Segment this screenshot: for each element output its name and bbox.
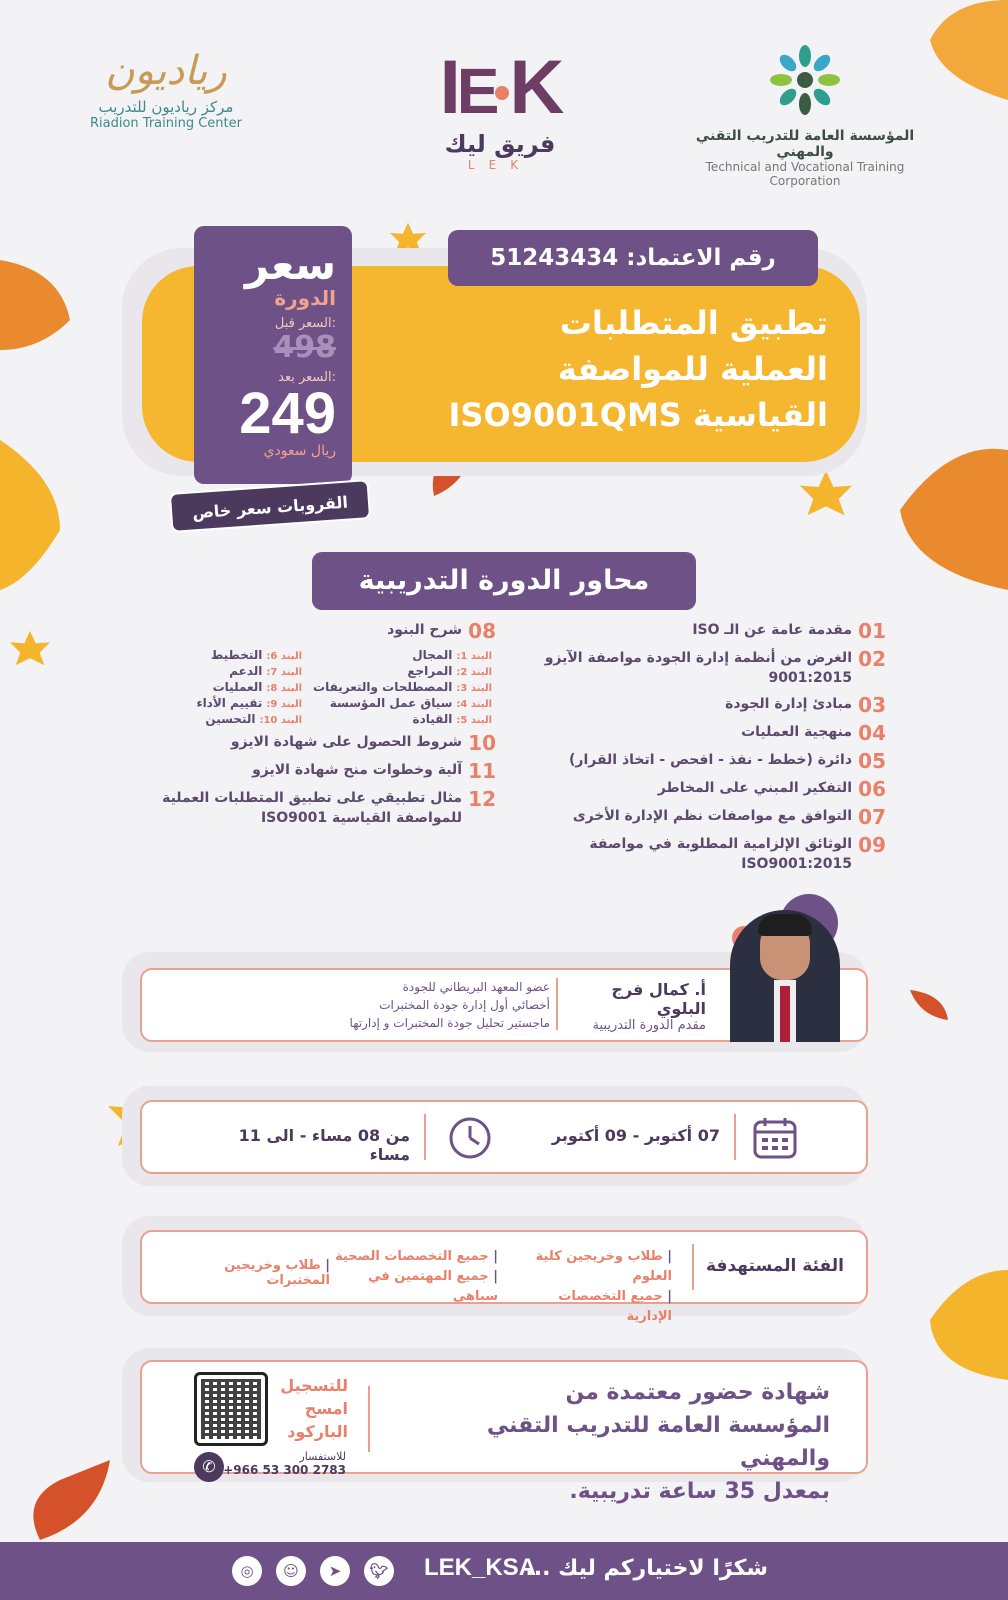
leaf-decoration	[800, 470, 852, 516]
item-number: 05	[858, 749, 886, 773]
divider	[368, 1386, 370, 1452]
leaf-decoration	[10, 630, 50, 666]
price-before-label: السعر قبل:	[274, 316, 336, 331]
price-heading: سعر	[244, 240, 336, 289]
clause-number: البند 4:	[456, 699, 492, 710]
clause-item	[120, 696, 302, 710]
riadion-name-ar: مركز رياديون للتدريب	[98, 98, 234, 116]
certificate-line: شهادة حضور معتمدة من	[565, 1380, 830, 1405]
list-item	[510, 648, 886, 688]
social-handle[interactable]: LEK_KSA	[424, 1554, 537, 1581]
list-item	[120, 620, 496, 642]
lek-letter-e: E	[456, 55, 496, 127]
item-number: 08	[468, 619, 496, 643]
list-item	[510, 694, 886, 716]
divider	[556, 978, 558, 1030]
item-text: شروط الحصول على شهادة الايزو	[230, 734, 462, 750]
clause-item	[310, 712, 492, 726]
item-number: 06	[858, 777, 886, 801]
register-line: امسح	[304, 1399, 348, 1418]
course-title-line: العملية للمواصفة	[557, 350, 828, 388]
bio-line: عضو المعهد البريطاني للجودة	[402, 980, 550, 994]
clause-number: البند 5:	[456, 715, 492, 726]
list-item	[120, 732, 496, 754]
clause-number: البند 2:	[456, 667, 492, 678]
clause-text: المجال	[412, 648, 453, 662]
clause-item	[310, 648, 492, 662]
bio-line: ماجستير تحليل جودة المختبرات و إدارتها	[349, 1016, 550, 1030]
snapchat-icon[interactable]: ☺	[276, 1556, 306, 1586]
lek-logo	[400, 45, 600, 172]
register-line: للتسجيل	[280, 1376, 348, 1395]
audience-list	[510, 1247, 672, 1327]
price-after-label: السعر بعد:	[278, 370, 336, 385]
lek-name-en: LEK	[467, 158, 533, 172]
telegram-icon[interactable]: ➤	[320, 1556, 350, 1586]
item-text: دائرة (خطط - نفذ - افحص - اتخاذ القرار)	[568, 752, 852, 768]
instructor-role: مقدم الدورة التدريبية	[592, 1018, 706, 1033]
item-text: آلية وخطوات منح شهادة الايزو	[252, 762, 462, 778]
list-item	[120, 788, 496, 828]
leaf-decoration	[890, 440, 1008, 590]
clause-text: التحسين	[205, 712, 256, 726]
course-dates: 07 أكتوبر - 09 أكتوبر	[551, 1126, 720, 1145]
axes-list-right	[510, 620, 886, 880]
clause-text: العمليات	[212, 680, 263, 694]
clause-item	[310, 664, 492, 678]
inquiry-label: للاستفسار	[299, 1450, 346, 1463]
audience-list	[334, 1247, 498, 1307]
clause-text: تقييم الأداء	[196, 696, 263, 710]
lek-letter-k: K	[509, 45, 561, 130]
qr-pattern	[201, 1379, 261, 1439]
leaf-decoration	[20, 1460, 110, 1542]
item-number: 10	[468, 731, 496, 755]
divider	[692, 1244, 694, 1290]
list-item	[510, 806, 886, 828]
contact-info	[196, 1450, 346, 1477]
bio-line: أخصائي أول إدارة جودة المختبرات	[379, 998, 550, 1012]
qr-code[interactable]	[194, 1372, 268, 1446]
clause-item	[120, 664, 302, 678]
phone-number[interactable]: +966 53 300 2783	[223, 1463, 346, 1477]
item-number: 11	[468, 759, 496, 783]
audience-item: | طلاب وخريجين كلية العلوم	[536, 1249, 672, 1284]
clause-item	[310, 680, 492, 694]
clause-item	[310, 696, 492, 710]
audience-item: | جميع المهتمين في سباهي	[368, 1269, 498, 1304]
list-item	[120, 760, 496, 782]
tvtc-name-ar: المؤسسة العامة للتدريب التقني والمهني	[695, 128, 915, 160]
clause-number: البند 1:	[456, 651, 492, 662]
item-text: شرح البنود	[387, 622, 462, 638]
clause-item	[120, 648, 302, 662]
axes-title: محاور الدورة التدريبية	[312, 552, 696, 610]
clause-item	[120, 712, 302, 726]
clauses-grid	[120, 648, 496, 726]
clause-number: البند 7:	[266, 667, 302, 678]
list-item	[510, 750, 886, 772]
certificate-line: المؤسسة العامة للتدريب التقني والمهني	[486, 1413, 830, 1471]
list-item	[510, 620, 886, 642]
avatar-hair	[758, 914, 812, 936]
avatar-tie	[780, 986, 790, 1042]
item-number: 01	[858, 619, 886, 643]
item-number: 12	[468, 787, 496, 811]
twitter-icon[interactable]: 🐦︎	[364, 1556, 394, 1586]
leaf-decoration	[910, 990, 948, 1020]
price-before-value: 498	[273, 330, 336, 365]
course-title-line: تطبيق المتطلبات	[559, 304, 828, 342]
price-currency: ريال سعودي	[263, 443, 336, 459]
clause-number: البند 3:	[456, 683, 492, 694]
clause-text: التخطيط	[210, 648, 263, 662]
clause-number: البند 8:	[266, 683, 302, 694]
instructor-photo	[730, 910, 840, 1042]
clause-text: المراجع	[407, 664, 453, 678]
course-title	[368, 300, 828, 438]
price-card	[194, 226, 352, 484]
item-text: منهجية العمليات	[741, 724, 852, 740]
footer-thanks: شكرًا لاختياركم ليك ...	[525, 1556, 768, 1581]
list-item	[510, 834, 886, 874]
axes-list-left	[120, 620, 496, 834]
divider	[734, 1114, 736, 1160]
lek-mark	[400, 45, 600, 130]
list-item	[510, 778, 886, 800]
item-text: الوثائق الإلزامية المطلوبة في مواصفة ISO9001:2015	[589, 836, 852, 872]
item-number: 04	[858, 721, 886, 745]
course-time: من 08 مساء - الى 11 مساء	[238, 1126, 410, 1164]
clock-icon	[448, 1116, 492, 1160]
course-title-line: القياسية ISO9001QMS	[448, 396, 828, 434]
groups-offer-badge: القروبات سعر خاص	[169, 479, 371, 533]
price-heading-sub: الدورة	[274, 286, 336, 310]
clause-number: البند 9:	[266, 699, 302, 710]
footer-bar	[0, 1542, 1008, 1600]
price-after-value: 249	[239, 381, 336, 446]
item-text: مقدمة عامة عن الـ ISO	[692, 622, 852, 638]
item-text: الغرض من أنظمة إدارة الجودة مواصفة الآيزو 9001:2015	[544, 650, 852, 686]
audience-item: | جميع التخصصات الإدارية	[558, 1289, 672, 1324]
item-text: التوافق مع مواصفات نظم الإدارة الأخرى	[572, 808, 852, 824]
tvtc-logo	[670, 44, 940, 188]
item-number: 09	[858, 833, 886, 857]
riadion-logo	[76, 48, 256, 131]
item-text: مبادئ إدارة الجودة	[725, 696, 852, 712]
instructor-info	[566, 980, 706, 1033]
riadion-name-en: Riadion Training Center	[90, 116, 242, 131]
clause-item	[120, 680, 302, 694]
instructor-name: أ. كمال فرج البلوي	[611, 980, 706, 1018]
register-line: الباركود	[287, 1422, 348, 1441]
audience-item: | جميع التخصصات الصحية	[335, 1249, 498, 1264]
accreditation-number: رقم الاعتماد: 51243434	[448, 230, 818, 286]
lek-letter-l: I	[439, 45, 457, 130]
item-number: 03	[858, 693, 886, 717]
clause-number: البند 6:	[266, 651, 302, 662]
certificate-text	[390, 1376, 830, 1508]
whatsapp-icon[interactable]: ✆	[194, 1452, 224, 1482]
item-text: مثال تطبيقي على تطبيق المتطلبات العملية للمواصفة القياسية ISO9001	[162, 790, 462, 826]
instagram-icon[interactable]: ◎	[232, 1556, 262, 1586]
tvtc-name-en: Technical and Vocational Training Corporation	[705, 160, 905, 188]
calendar-icon	[752, 1116, 798, 1160]
lek-dot-icon	[495, 86, 509, 100]
audience-item: | طلاب وخريجين المختبرات	[224, 1258, 330, 1288]
register-prompt	[268, 1374, 348, 1443]
list-item	[510, 722, 886, 744]
item-number: 02	[858, 647, 886, 671]
clause-text: المصطلحات والتعريفات	[313, 680, 453, 694]
tvtc-emblem-icon	[769, 44, 841, 116]
divider	[424, 1114, 426, 1160]
audience-label: الفئة المستهدفة	[706, 1256, 844, 1276]
item-number: 07	[858, 805, 886, 829]
clause-text: سياق عمل المؤسسة	[329, 696, 453, 710]
lek-name-ar: فريق ليك	[444, 130, 556, 158]
instructor-bio	[150, 978, 550, 1032]
item-text: التفكير المبني على المخاطر	[657, 780, 852, 796]
clause-text: الدعم	[229, 664, 263, 678]
leaf-decoration	[924, 1270, 1008, 1380]
clause-number: البند 10:	[259, 715, 302, 726]
certificate-line: بمعدل 35 ساعة تدريبية.	[569, 1479, 830, 1504]
leaf-decoration	[0, 250, 80, 360]
riadion-calligraphy: رياديون	[105, 48, 227, 94]
leaf-decoration	[0, 440, 70, 590]
clause-text: القيادة	[412, 712, 453, 726]
audience-list	[160, 1258, 330, 1288]
